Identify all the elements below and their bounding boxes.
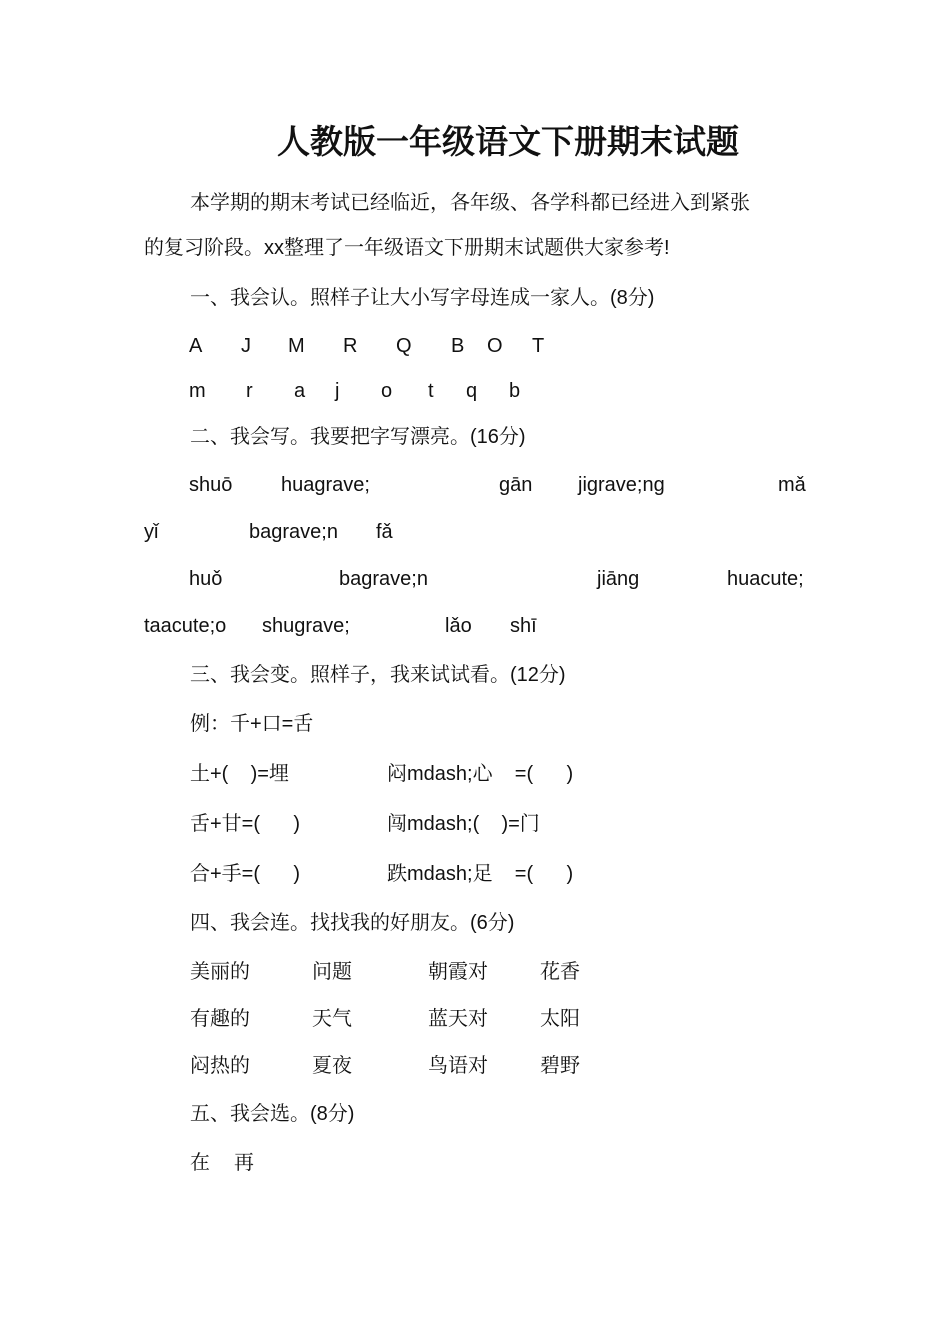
pinyin: taacute;o: [144, 615, 227, 637]
q4-word: 问题: [312, 961, 352, 983]
q4-word: 闷热的: [190, 1055, 250, 1077]
q3-item: 舌+甘=( ): [190, 813, 301, 835]
q4-word: 有趣的: [190, 1008, 250, 1030]
pinyin: lǎo: [445, 615, 472, 637]
pinyin: jiāng: [597, 568, 640, 590]
q5-heading: 五、我会选。(8分): [190, 1103, 355, 1125]
q4-word: 鸟语对: [428, 1055, 488, 1077]
letter-lower: j: [335, 380, 340, 402]
pinyin: huagrave;: [281, 474, 370, 496]
letter-lower: q: [466, 380, 478, 402]
q5-choice: 再: [234, 1152, 254, 1174]
q3-item: 闷mdash;心 =( ): [387, 763, 574, 785]
q4-heading: 四、我会连。找找我的好朋友。(6分): [190, 912, 515, 934]
intro-line-2: 的复习阶段。xx整理了一年级语文下册期末试题供大家参考!: [144, 237, 670, 259]
letter-upper: T: [532, 335, 545, 357]
letter-upper: R: [343, 335, 358, 357]
letter-upper: O: [487, 335, 503, 357]
q4-word: 朝霞对: [428, 961, 488, 983]
q3-item: 土+( )=埋: [190, 763, 289, 785]
q1-heading: 一、我会认。照样子让大小写字母连成一家人。(8分): [190, 287, 655, 309]
letter-upper: J: [241, 335, 251, 357]
q3-item: 闯mdash;( )=门: [387, 813, 540, 835]
pinyin: shugrave;: [262, 615, 350, 637]
pinyin: shuō: [189, 474, 233, 496]
letter-lower: b: [509, 380, 521, 402]
pinyin: yǐ: [144, 521, 159, 543]
q3-heading: 三、我会变。照样子，我来试试看。(12分): [190, 664, 566, 686]
letter-lower: t: [428, 380, 434, 402]
q4-word: 蓝天对: [428, 1008, 488, 1030]
pinyin: mǎ: [778, 474, 806, 496]
q3-example: 例：千+口=舌: [190, 713, 314, 735]
letter-upper: M: [288, 335, 305, 357]
letter-lower: r: [246, 380, 253, 402]
q4-word: 夏夜: [312, 1055, 352, 1077]
pinyin: fǎ: [376, 521, 393, 543]
pinyin: huǒ: [189, 568, 223, 590]
q3-item: 合+手=( ): [190, 863, 301, 885]
letter-lower: o: [381, 380, 393, 402]
pinyin: huacute;: [727, 568, 804, 590]
letter-upper: B: [451, 335, 465, 357]
q2-heading: 二、我会写。我要把字写漂亮。(16分): [190, 426, 526, 448]
q4-word: 太阳: [540, 1008, 580, 1030]
q3-item: 跌mdash;足 =( ): [387, 863, 574, 885]
pinyin: jigrave;ng: [578, 474, 665, 496]
q4-word: 美丽的: [190, 961, 250, 983]
letter-lower: a: [294, 380, 306, 402]
q5-choice: 在: [190, 1152, 210, 1174]
q4-word: 碧野: [540, 1055, 580, 1077]
intro-line-1: 本学期的期末考试已经临近，各年级、各学科都已经进入到紧张: [190, 192, 750, 214]
letter-upper: Q: [396, 335, 412, 357]
pinyin: shī: [510, 615, 537, 637]
pinyin: bagrave;n: [249, 521, 338, 543]
letter-lower: m: [189, 380, 206, 402]
letter-upper: A: [189, 335, 203, 357]
pinyin: gān: [499, 474, 533, 496]
q4-word: 花香: [540, 961, 580, 983]
q4-word: 天气: [312, 1008, 352, 1030]
pinyin: bagrave;n: [339, 568, 428, 590]
document-title: 人教版一年级语文下册期末试题: [277, 122, 739, 161]
